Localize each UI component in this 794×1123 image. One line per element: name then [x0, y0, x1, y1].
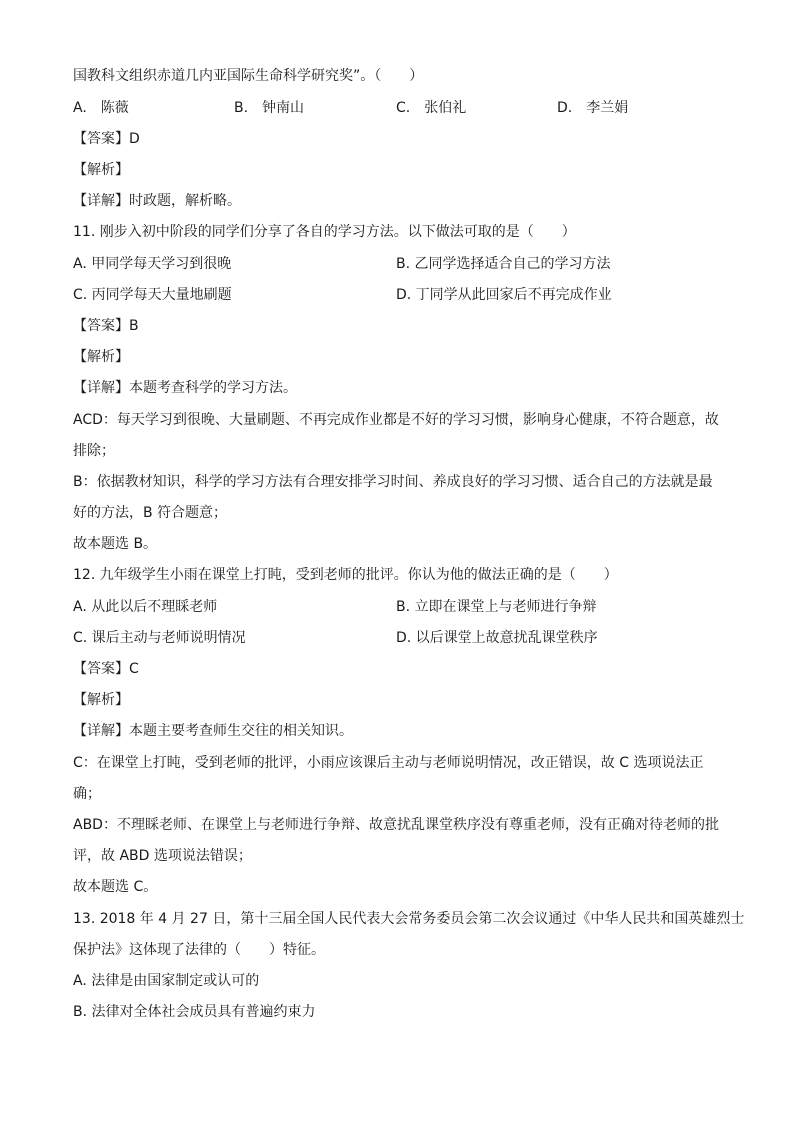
q12-c-explanation-line2: 确；: [73, 786, 101, 802]
q10-option-c: C. 张伯礼: [396, 100, 467, 116]
q12-stem: 12. 九年级学生小雨在课堂上打盹，受到老师的批评。你认为他的做法正确的是（ ）: [73, 567, 618, 583]
q11-b-explanation-line2: 好的方法，B 符合题意；: [73, 505, 228, 521]
q12-detail: 【详解】本题主要考查师生交往的相关知识。: [73, 723, 353, 739]
q11-acd-explanation-line1: ACD：每天学习到很晚、大量刷题、不再完成作业都是不好的学习习惯，影响身心健康，不符合题意，故: [73, 412, 719, 428]
q11-analysis-heading: 【解析】: [73, 349, 129, 365]
q12-option-a: A. 从此以后不理睬老师: [73, 599, 218, 615]
q11-b-explanation-line1: B：依据教材知识，科学的学习方法有合理安排学习时间、养成良好的学习习惯、适合自己的方法就是最: [73, 474, 713, 490]
q12-option-c: C. 课后主动与老师说明情况: [73, 630, 246, 646]
q11-detail: 【详解】本题考查科学的学习方法。: [73, 380, 297, 396]
q11-answer: 【答案】B: [73, 318, 139, 334]
q12-answer: 【答案】C: [73, 661, 139, 677]
q10-option-a: A. 陈薇: [73, 100, 129, 116]
q12-option-d: D. 以后课堂上故意扰乱课堂秩序: [396, 630, 598, 646]
q10-detail: 【详解】时政题，解析略。: [73, 193, 241, 209]
q11-option-d: D. 丁同学从此回家后不再完成作业: [396, 287, 612, 303]
q13-option-b: B. 法律对全体社会成员具有普遍约束力: [73, 1004, 316, 1020]
q12-c-explanation-line1: C：在课堂上打盹，受到老师的批评，小雨应该课后主动与老师说明情况，改正错误，故 C 选项说法正: [73, 755, 704, 771]
q12-abd-explanation-line2: 评，故 ABD 选项说法错误；: [73, 848, 252, 864]
q11-stem: 11. 刚步入初中阶段的同学们分享了各自的学习方法。以下做法可取的是（ ）: [73, 224, 576, 240]
q13-option-a: A. 法律是由国家制定或认可的: [73, 973, 260, 989]
q13-stem-line2: 保护法》这体现了法律的（ ）特征。: [73, 942, 325, 958]
q10-analysis-heading: 【解析】: [73, 162, 129, 178]
q13-stem-line1: 13. 2018 年 4 月 27 日，第十三届全国人民代表大会常务委员会第二次会议通过《中华人民共和国英雄烈士: [73, 911, 745, 927]
q12-abd-explanation-line1: ABD：不理睬老师、在课堂上与老师进行争辩、故意扰乱课堂秩序没有尊重老师，没有正确对待老师的批: [73, 817, 719, 833]
q12-analysis-heading: 【解析】: [73, 692, 129, 708]
q12-option-b: B. 立即在课堂上与老师进行争辩: [396, 599, 597, 615]
q12-conclusion: 故本题选 C。: [73, 879, 158, 895]
q10-stem-tail: 国教科文组织赤道几内亚国际生命科学研究奖”。（ ）: [73, 68, 424, 84]
q11-option-c: C. 丙同学每天大量地刷题: [73, 287, 232, 303]
q11-conclusion: 故本题选 B。: [73, 536, 158, 552]
q11-option-b: B. 乙同学选择适合自己的学习方法: [396, 256, 611, 272]
q10-option-b: B. 钟南山: [234, 100, 305, 116]
q11-option-a: A. 甲同学每天学习到很晚: [73, 256, 232, 272]
q10-answer: 【答案】D: [73, 131, 140, 147]
q10-option-d: D. 李兰娟: [557, 100, 629, 116]
q11-acd-explanation-line2: 排除；: [73, 443, 115, 459]
